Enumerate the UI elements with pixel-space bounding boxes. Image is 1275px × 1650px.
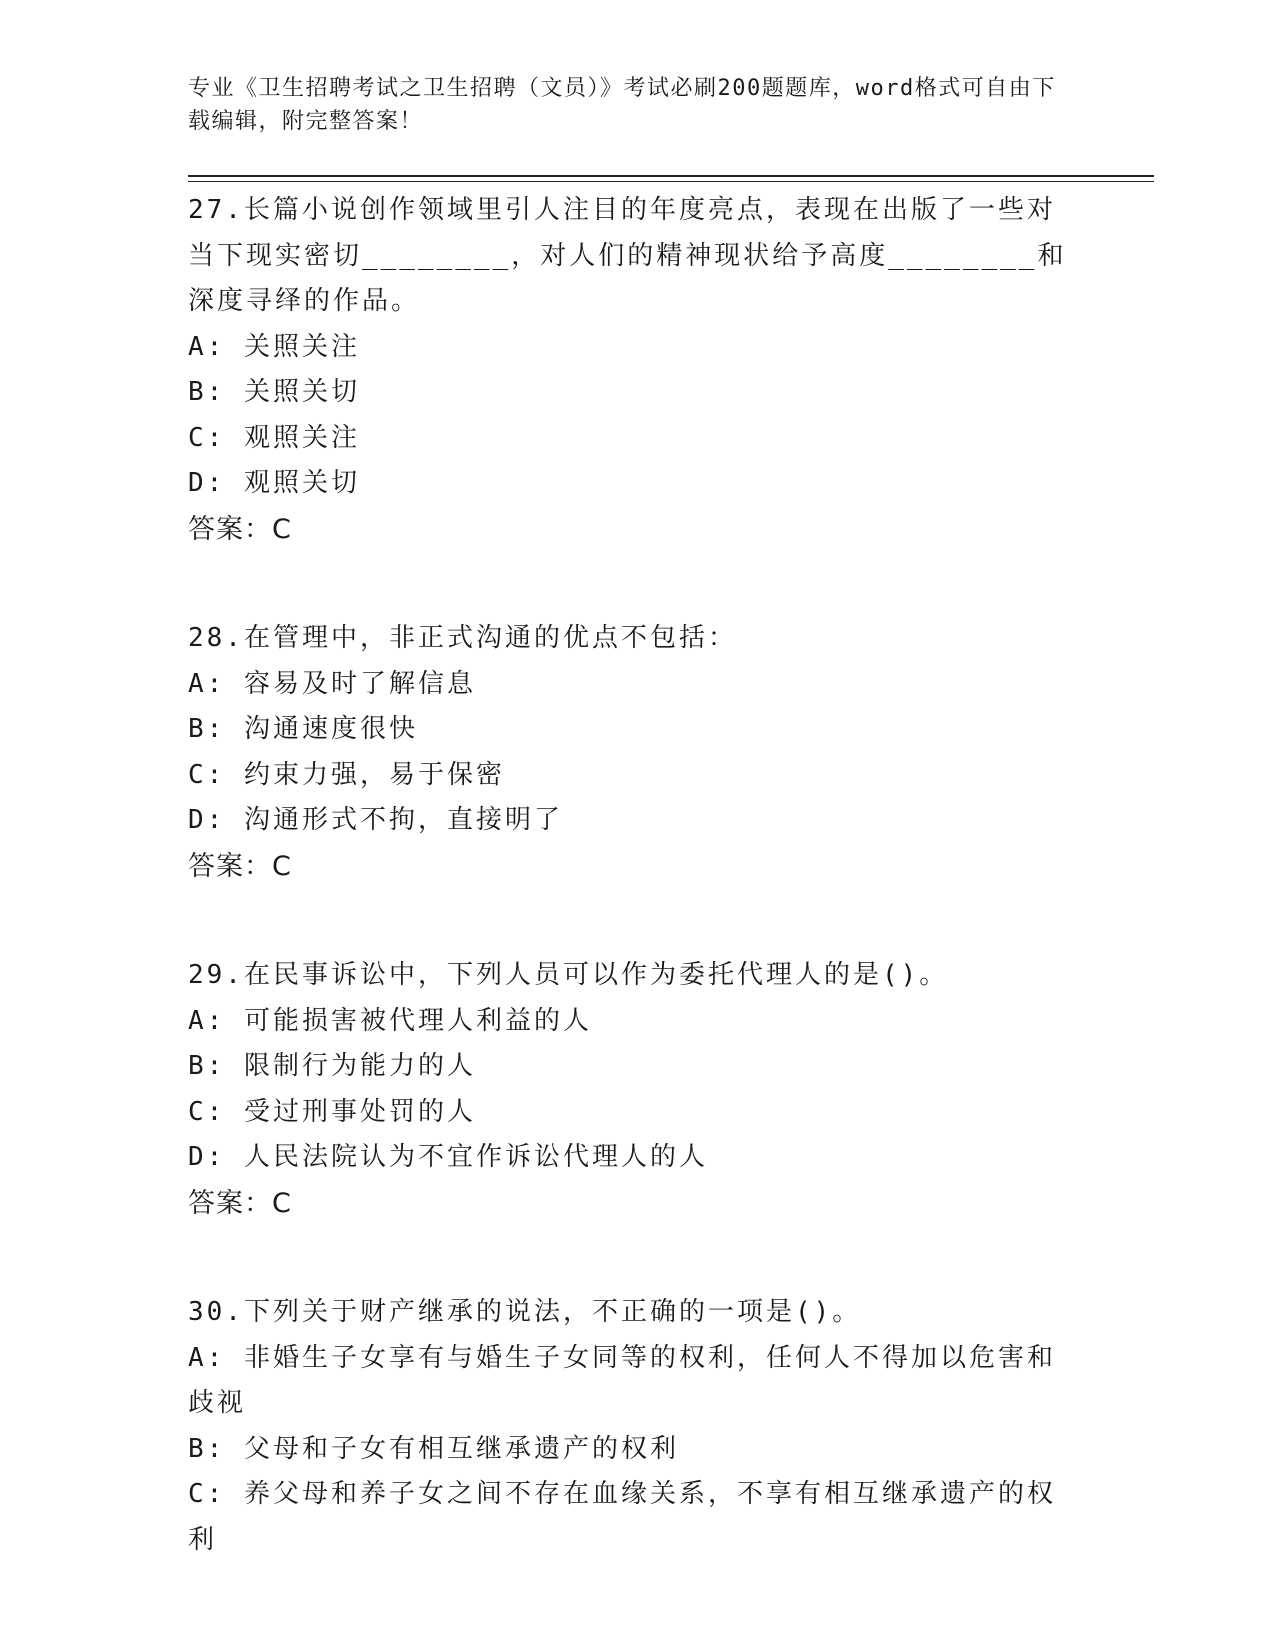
- header-title: 专业《卫生招聘考试之卫生招聘（文员）》考试必刷200题题库，word格式可自由下载编辑，附完整答案！: [188, 76, 1056, 134]
- answer-label: 答案：C: [188, 513, 292, 545]
- option-c: C: 观照关注: [188, 422, 360, 453]
- option-d: D: 人民法院认为不宜作诉讼代理人的人: [188, 1142, 708, 1172]
- question-stem: 28.在管理中，非正式沟通的优点不包括：: [188, 623, 737, 653]
- option-d: D: 沟通形式不拘，直接明了: [188, 805, 563, 835]
- question-stem: 29.在民事诉讼中，下列人员可以作为委托代理人的是()。: [188, 960, 949, 990]
- question-spacer: [188, 1226, 1088, 1290]
- option-c: C: 养父母和养子女之间不存在血缘关系，不享有相互继承遗产的权利: [188, 1479, 1056, 1555]
- option-b: B: 父母和子女有相互继承遗产的权利: [188, 1433, 679, 1464]
- option-b: B: 沟通速度很快: [188, 714, 418, 744]
- option-a: A: 非婚生子女享有与婚生子女同等的权利，任何人不得加以危害和歧视: [188, 1342, 1056, 1418]
- header-divider-thin: [188, 181, 1154, 182]
- option-b: B: 限制行为能力的人: [188, 1051, 476, 1081]
- question-27: [188, 188, 1088, 552]
- question-stem: 27.长篇小说创作领域里引人注目的年度亮点，表现在出版了一些对当下现实密切________，对人们的精神现状给予高度________和深度寻绎的作品。: [188, 195, 1067, 316]
- question-stem: 30.下列关于财产继承的说法，不正确的一项是()。: [188, 1297, 862, 1327]
- option-c: C: 约束力强，易于保密: [188, 759, 505, 790]
- document-header: [188, 72, 1068, 138]
- option-a: A: 可能损害被代理人利益的人: [188, 1005, 592, 1036]
- header-divider: [188, 175, 1154, 177]
- question-28: [188, 616, 1088, 889]
- option-b: B: 关照关切: [188, 377, 360, 407]
- option-d: D: 观照关切: [188, 468, 360, 498]
- question-29: [188, 953, 1088, 1226]
- option-c: C: 受过刑事处罚的人: [188, 1096, 476, 1127]
- question-list: [188, 188, 1088, 1563]
- question-spacer: [188, 552, 1088, 616]
- option-a: A: 关照关注: [188, 331, 360, 362]
- answer-label: 答案：C: [188, 1187, 292, 1219]
- option-a: A: 容易及时了解信息: [188, 668, 476, 699]
- question-spacer: [188, 889, 1088, 953]
- answer-label: 答案：C: [188, 850, 292, 882]
- question-30: [188, 1290, 1088, 1563]
